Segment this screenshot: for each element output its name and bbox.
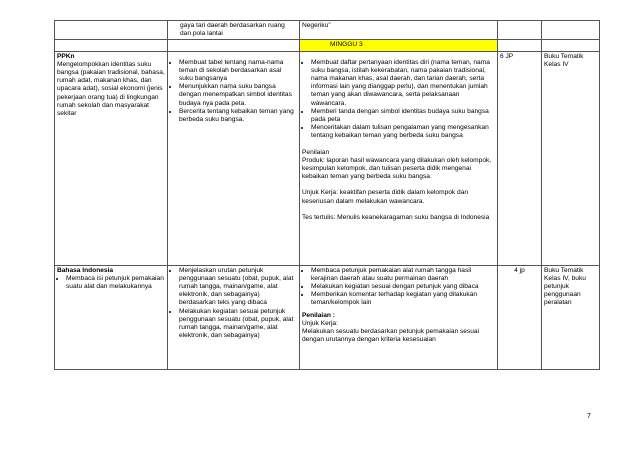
list-item: • Membuat tabel tentang nama-nama teman di sekolah berdasarkan asal suku bangsanya	[179, 59, 297, 84]
list-item: • Bercerita tentang kebaikan teman yang berbeda suku bangsa.	[179, 108, 297, 124]
penilaian-unjuk-kerja-desc: Melakukan sesuatu berdasarkan petunjuk pemakaian sesuai dengan urutannya dengan kriteria kesesuaian	[302, 328, 480, 344]
cell-materi-continuation: gaya tari daerah berdasarkan ruang dan pola lantai	[168, 21, 300, 40]
subject-cell	[55, 265, 168, 369]
list-item: • Membaca petunjuk pemakaian alat rumah tangga hasil kerajinan daerah atau suatu permainan daerah	[311, 267, 495, 283]
cell-empty	[55, 40, 168, 51]
waktu-cell: 4 jp	[498, 265, 542, 369]
list-item: • Menceritakan dalam tulisan pengalaman yang mengesankan tentang kebaikan teman yang berbeda suku bangsa	[311, 124, 495, 140]
table-row-continuation	[55, 21, 600, 40]
subject-list	[57, 275, 165, 291]
cell-empty	[168, 40, 300, 51]
waktu-cell: 6 JP	[498, 51, 542, 265]
kegiatan-cell	[300, 51, 498, 265]
materi-cell	[168, 265, 300, 369]
penilaian-tes-tertulis: Tes tertulis: Menulis keanekaragaman suku bangsa di Indonesia	[302, 213, 490, 221]
list-item: • Memberikan komentar terhadap kegiatan yang dilakukan teman/kelompok lain	[311, 291, 495, 307]
cell-empty	[542, 40, 600, 51]
subject-description: Mengelompokkan identitas suku bangsa (pakaian tradisional, bahasa, rumah adat, makanan khas, dan upacara adat), sosial ekonomi (jenis pekerjaan orang tua) di lingkungan rumah sekolah dan masyarakat sekitar	[57, 60, 165, 118]
materi-cell	[168, 51, 300, 265]
list-item: • Membaca isi petunjuk pemakaian suatu alat dan melakukannya	[66, 275, 165, 291]
table-row-bahasa	[55, 265, 600, 369]
sumber-cell: Buku Tematik Kelas IV	[542, 51, 600, 265]
table-row-ppkn	[55, 51, 600, 265]
kegiatan-list	[302, 267, 495, 308]
list-item: • Melakukan kegiatan sesuai dengan petunjuk yang dibaca	[311, 283, 495, 291]
cell-empty	[55, 21, 168, 40]
kegiatan-list	[302, 59, 495, 141]
materi-list	[170, 59, 297, 125]
sumber-cell: Buku Tematik Kelas IV, buku petunjuk penggunaan peralatan	[542, 265, 600, 369]
cell-empty	[542, 21, 600, 40]
penilaian-label: Penilaian :	[302, 311, 335, 319]
subject-title: PPKn	[57, 52, 75, 60]
penilaian-unjuk-kerja: Unjuk Kerja: keaktifan peserta didik dalam kelompok dan keseriusan dalam melakukan wawancara.	[302, 189, 469, 205]
subject-cell	[55, 51, 168, 265]
list-item: • Memberi tanda dengan simbol identitas budaya suku bangsa pada peta	[311, 108, 495, 124]
list-item: • Melakukan kegiatan sesuai petunjuk penggunaan sesuatu (obat, pupuk, alat rumah tangga, mainan/game, alat elektronik, dan sebagainya)	[179, 308, 297, 341]
penilaian-unjuk-kerja: Unjuk Kerja:	[302, 319, 338, 327]
page-number: 7	[587, 413, 591, 420]
syllabus-table	[54, 20, 600, 370]
penilaian-label: Penilaian	[302, 148, 330, 156]
kegiatan-cell	[300, 265, 498, 369]
cell-empty	[498, 21, 542, 40]
cell-kegiatan-continuation: Negeriku”	[300, 21, 498, 40]
list-item: • Menunjukkan nama suku bangsa dengan menempatkan simbol identitas budaya nya pada peta.	[179, 83, 297, 108]
penilaian-produk: Produk: laporan hasil wawancara yang dilakukan oleh kelompok, kesimpulan kelompok, dan tulisan peserta didik mengenai kebaikan teman yang berbeda suku bangsa.	[302, 156, 492, 181]
subject-title: Bahasa Indonesia	[57, 266, 114, 274]
list-item: • Membuat daftar pertanyaan identitas diri (nama teman, nama suku bangsa, istilah kekerabatan, nama pakaian tradisional, nama makanan khas, asal daerah, dan tarian daerah, serta informasi lain yang dianggap perlu), dan menentukan jumlah teman yang akan diwawancara, serta pelaksanaan wawancara.	[311, 59, 495, 108]
week-header-row	[55, 40, 600, 51]
week-header: MINGGU 3	[300, 40, 498, 51]
materi-list	[170, 267, 297, 341]
list-item: • Menjelaskan urutan petunjuk penggunaan sesuatu (obat, pupuk, alat rumah tangga, mainan/game, alat elektronik, dan sebagainya) berdasarkan teks yang dibaca	[179, 267, 297, 308]
cell-empty	[498, 40, 542, 51]
